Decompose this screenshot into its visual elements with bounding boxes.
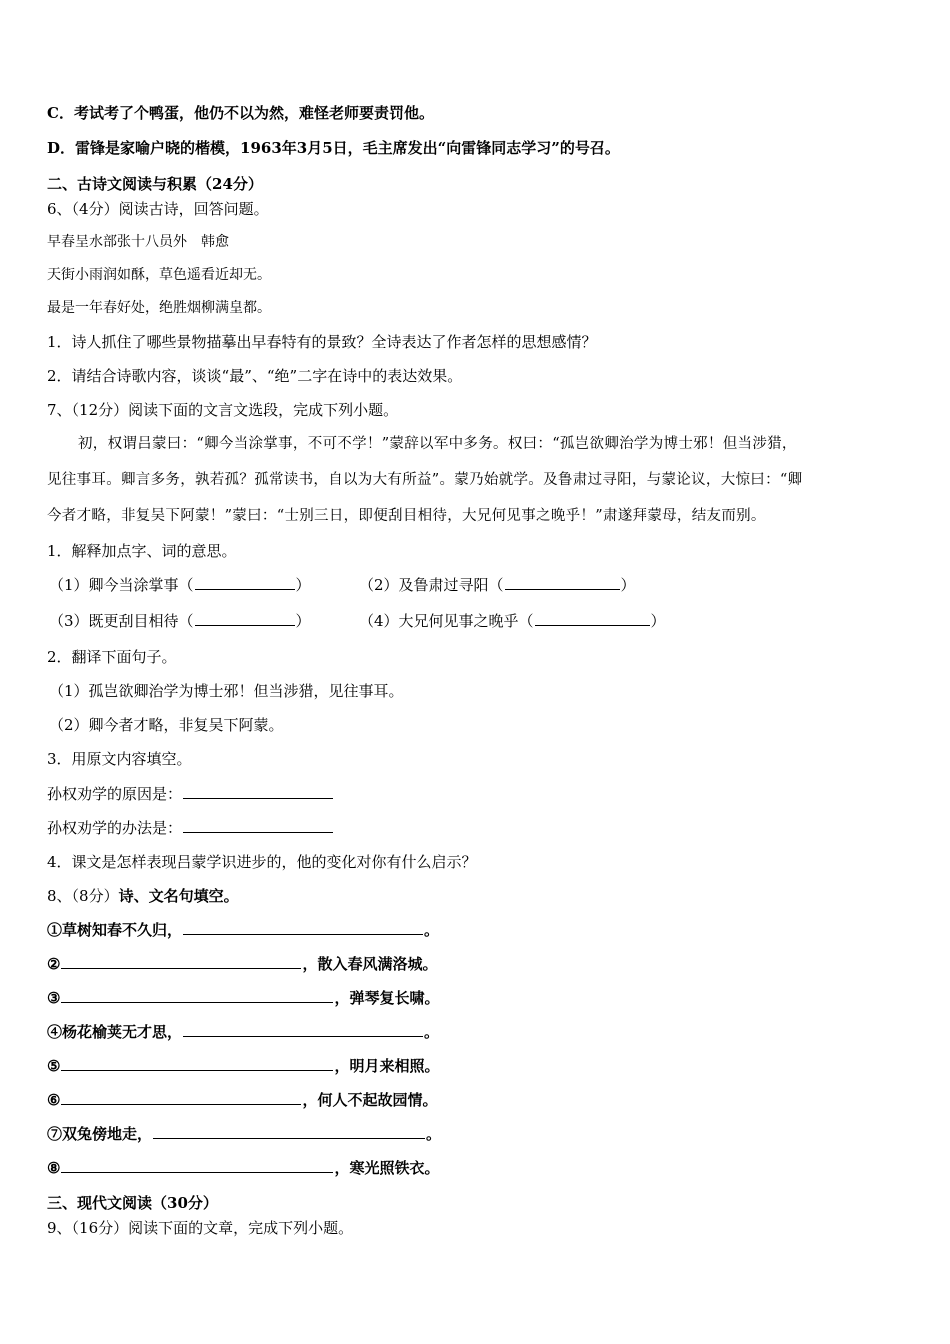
fill-reason: 孙权劝学的原因是： xyxy=(47,784,334,804)
q6-sub-1: 1．诗人抓住了哪些景物描摹出早春特有的景致？全诗表达了作者怎样的思想感情？ xyxy=(47,333,597,351)
q9-stem: 9、（16分）阅读下面的文章，完成下列小题。 xyxy=(47,1219,354,1237)
poem-title: 早春呈水部张十八员外 韩愈 xyxy=(47,234,229,250)
q7-stem: 7、（12分）阅读下面的文言文选段，完成下列小题。 xyxy=(47,401,399,419)
verse-8: ⑧ ，寒光照铁衣。 xyxy=(47,1159,440,1177)
poem-line-2: 最是一年春好处，绝胜烟柳满皇都。 xyxy=(47,300,271,316)
option-d xyxy=(47,138,620,158)
verse-7: ⑦双兔傍地走， 。 xyxy=(47,1125,442,1143)
q8-stem: 8、（8分）诗、文名句填空。 xyxy=(47,887,239,905)
passage-line-3: 今者才略，非复吴下阿蒙！”蒙曰：“士别三日，即便刮目相待，大兄何见事之晚乎！”肃遂拜蒙母，结友而别。 xyxy=(47,508,766,524)
passage-line-2: 见往事耳。卿言多务，孰若孤？孤常读书，自以为大有所益”。蒙乃始就学。及鲁肃过寻阳，与蒙论议，大惊曰：“卿 xyxy=(47,472,803,488)
q6-stem: 6、（4分）阅读古诗，回答问题。 xyxy=(47,200,269,218)
verse-1-blank[interactable] xyxy=(183,920,423,935)
verse-3: ③ ，弹琴复长啸。 xyxy=(47,989,440,1007)
word-4-blank[interactable] xyxy=(535,611,650,626)
poem-line-1: 天街小雨润如酥，草色遥看近却无。 xyxy=(47,267,271,283)
translate-1: （1）孤岂欲卿治学为博士邪！但当涉猎，见往事耳。 xyxy=(49,682,404,700)
verse-3-blank[interactable] xyxy=(61,988,333,1003)
option-c-text: 考试考了个鸭蛋，他仍不以为然，难怪老师要责罚他。 xyxy=(73,104,434,122)
q7-sub-3: 3．用原文内容填空。 xyxy=(47,750,192,768)
word-4: （4）大兄何见事之晚乎（ ） xyxy=(359,612,666,630)
q7-sub-1: 1．解释加点字、词的意思。 xyxy=(47,542,237,560)
verse-8-blank[interactable] xyxy=(61,1158,333,1173)
passage-line-1: 初，权谓吕蒙曰：“卿今当涂掌事，不可不学！”蒙辞以军中多务。权曰：“孤岂欲卿治学为博士邪！但当涉猎， xyxy=(78,436,797,452)
option-d-label: D． xyxy=(47,139,76,157)
verse-2: ② ，散入春风满洛城。 xyxy=(47,955,438,973)
q7-sub-2: 2．翻译下面句子。 xyxy=(47,648,177,666)
verse-5: ⑤ ，明月来相照。 xyxy=(47,1057,440,1075)
fill-method: 孙权劝学的办法是： xyxy=(47,818,334,838)
fill-reason-blank[interactable] xyxy=(183,784,333,799)
word-1: （1）卿今当涂掌事（ ） xyxy=(49,576,311,594)
verse-1: ①草树知春不久归， 。 xyxy=(47,921,440,939)
word-3-blank[interactable] xyxy=(195,611,295,626)
option-d-text: 雷锋是家喻户晓的楷模，1963年3月5日，毛主席发出“向雷锋同志学习”的号召。 xyxy=(75,139,620,157)
q7-sub-4: 4．课文是怎样表现吕蒙学识进步的，他的变化对你有什么启示？ xyxy=(47,853,477,871)
word-1-blank[interactable] xyxy=(195,575,295,590)
verse-4-blank[interactable] xyxy=(183,1022,423,1037)
q6-sub-2: 2．请结合诗歌内容，谈谈“最”、“绝”二字在诗中的表达效果。 xyxy=(47,367,463,385)
option-c-label: C． xyxy=(47,104,74,122)
option-c xyxy=(47,103,434,123)
verse-4: ④杨花榆荚无才思， 。 xyxy=(47,1023,440,1041)
fill-method-blank[interactable] xyxy=(183,818,333,833)
section-3-title: 三、现代文阅读（30分） xyxy=(47,1194,218,1212)
word-2: （2）及鲁肃过寻阳（ ） xyxy=(359,576,636,594)
word-3: （3）既更刮目相待（ ） xyxy=(49,612,311,630)
verse-2-blank[interactable] xyxy=(61,954,301,969)
verse-6: ⑥ ，何人不起故园情。 xyxy=(47,1091,438,1109)
section-2-title: 二、古诗文阅读与积累（24分） xyxy=(47,175,263,193)
word-2-blank[interactable] xyxy=(505,575,620,590)
verse-5-blank[interactable] xyxy=(61,1056,333,1071)
verse-7-blank[interactable] xyxy=(153,1124,425,1139)
translate-2: （2）卿今者才略，非复吴下阿蒙。 xyxy=(49,716,284,734)
verse-6-blank[interactable] xyxy=(61,1090,301,1105)
